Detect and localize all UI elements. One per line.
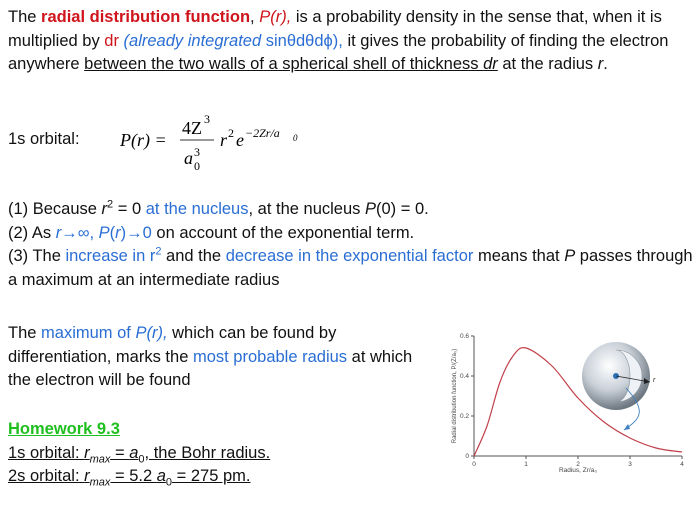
term-angular-element: sinθdθdϕ), [265, 31, 343, 50]
intro-text: The [8, 8, 42, 26]
point-text: ( [109, 223, 116, 242]
point-text: (0) = 0. [376, 200, 429, 218]
y-tick-label: 0.2 [459, 413, 469, 420]
formula-numerator: 4Z [182, 118, 202, 138]
highlight-p-to-zero: )→0 [120, 223, 152, 242]
x-tick-label: 1 [524, 461, 528, 468]
homework-title: Homework 9.3 [8, 420, 120, 438]
homework-text: 1s orbital: [8, 443, 85, 462]
formula-r: r [220, 130, 228, 150]
intro-text: it gives the probability of finding the electron anywhere [8, 31, 669, 73]
highlight-decrease: decrease in the exponential factor [225, 247, 474, 265]
maximum-text: at which the electron will be found [8, 347, 413, 389]
intro-paragraph [8, 6, 698, 77]
formula-r-exponent: 2 [228, 126, 234, 140]
term-radial-distribution-function: radial distribution function [41, 8, 251, 26]
point-text: and the [161, 247, 226, 265]
intro-text: at the radius [497, 55, 598, 73]
point-text: , [89, 223, 99, 242]
formula-denominator: a [184, 148, 193, 168]
homework-block [8, 418, 428, 489]
radial-distribution-chart [450, 326, 688, 476]
y-axis-label: Radial distribution function, P/(Z/a₀) [452, 348, 458, 444]
point-1 [8, 198, 698, 222]
homework-sub: max [89, 452, 111, 465]
maximum-text: which can be found by differentiation, marks the [8, 324, 337, 366]
homework-text: , the Bohr radius. [144, 443, 271, 462]
maximum-text: The [8, 324, 42, 342]
point-text: (1) Because [8, 200, 102, 218]
highlight-p-of-r: P(r), [135, 324, 168, 342]
x-axis-label: Radius, Zr/a₀ [558, 467, 598, 474]
homework-text: 2s orbital: [8, 467, 85, 485]
y-tick-label: 0 [465, 453, 469, 460]
point-text: on account of the exponential term. [151, 223, 415, 242]
homework-sub: 0 [165, 476, 173, 489]
point-text: passes through a maximum at an intermediate radius [8, 247, 693, 289]
radius-label: r [653, 377, 656, 384]
highlight-maximum: maximum of [41, 324, 136, 342]
term-p-of-r: P(r), [259, 8, 292, 26]
point-text: (3) The [8, 247, 66, 265]
orbital-sphere-inset [582, 342, 656, 430]
homework-a: a [156, 467, 166, 485]
homework-text: = 5.2 [110, 467, 157, 485]
homework-sub: max [89, 476, 111, 489]
x-tick-label: 4 [680, 461, 684, 468]
formula-e: e [236, 130, 244, 150]
y-tick-label: 0.4 [459, 373, 469, 380]
point-superscript: 2 [107, 198, 114, 211]
point-text: P [365, 200, 377, 218]
highlight-most-probable-radius: most probable radius [192, 347, 348, 366]
intro-text: is a probability density in the sense that, when it is multiplied by [8, 8, 662, 50]
point-text: r [101, 200, 108, 218]
shell-pointer-arrowhead [624, 424, 630, 430]
term-dr: dr [104, 31, 119, 50]
homework-line-2s [8, 465, 428, 489]
point-text: , at the nucleus [248, 200, 365, 218]
highlight-at-the-nucleus: at the nucleus [145, 200, 249, 218]
homework-r: r [84, 467, 90, 485]
formula-lhs: P(r) = [120, 130, 167, 150]
series-points [474, 348, 682, 456]
highlight-p: P [98, 223, 110, 242]
underlined-shell-phrase: between the two walls of a spherical shell of thickness [84, 55, 484, 73]
formula-e-exponent: −2Zr/a [245, 126, 280, 140]
x-tick-label: 0 [472, 461, 476, 468]
x-tick-label: 3 [628, 461, 632, 468]
homework-sub: 0 [138, 452, 145, 465]
point-text: P [564, 247, 576, 265]
point-text: = 0 [113, 200, 146, 218]
point-3 [8, 245, 698, 292]
point-superscript: 2 [155, 245, 162, 258]
formula-numerator-exponent: 3 [204, 112, 210, 126]
highlight-r: r [115, 223, 121, 242]
homework-text: = [110, 443, 130, 462]
series-line [474, 348, 682, 456]
homework-r: r [84, 443, 90, 462]
chart-ticks [460, 333, 684, 468]
term-already-integrated: (already integrated [118, 31, 266, 50]
point-text: means that [473, 247, 565, 265]
intro-text: , [250, 8, 260, 26]
highlight-increase: increase in r [65, 247, 156, 265]
chart-axes [474, 336, 682, 456]
maximum-paragraph [8, 322, 428, 393]
term-r: r [597, 55, 604, 73]
y-tick-label: 0.6 [459, 333, 469, 340]
homework-a: a [129, 443, 139, 462]
x-tick-label: 2 [576, 461, 580, 468]
orbital-label: 1s orbital: [8, 130, 80, 148]
underlined-dr: dr [483, 55, 498, 73]
highlight-r-to-infinity: r→∞ [55, 223, 90, 242]
radial-distribution-formula [120, 110, 350, 176]
homework-line-1s [8, 442, 428, 466]
point-text: (2) As [8, 223, 56, 242]
formula-e-exponent-sub: 0 [293, 133, 298, 143]
formula-denominator-sub: 0 [194, 159, 200, 173]
homework-text: = 275 pm. [172, 467, 251, 485]
explanation-points [8, 198, 698, 292]
formula-denominator-sup: 3 [194, 145, 200, 159]
intro-text: . [603, 55, 608, 73]
point-2 [8, 222, 698, 246]
